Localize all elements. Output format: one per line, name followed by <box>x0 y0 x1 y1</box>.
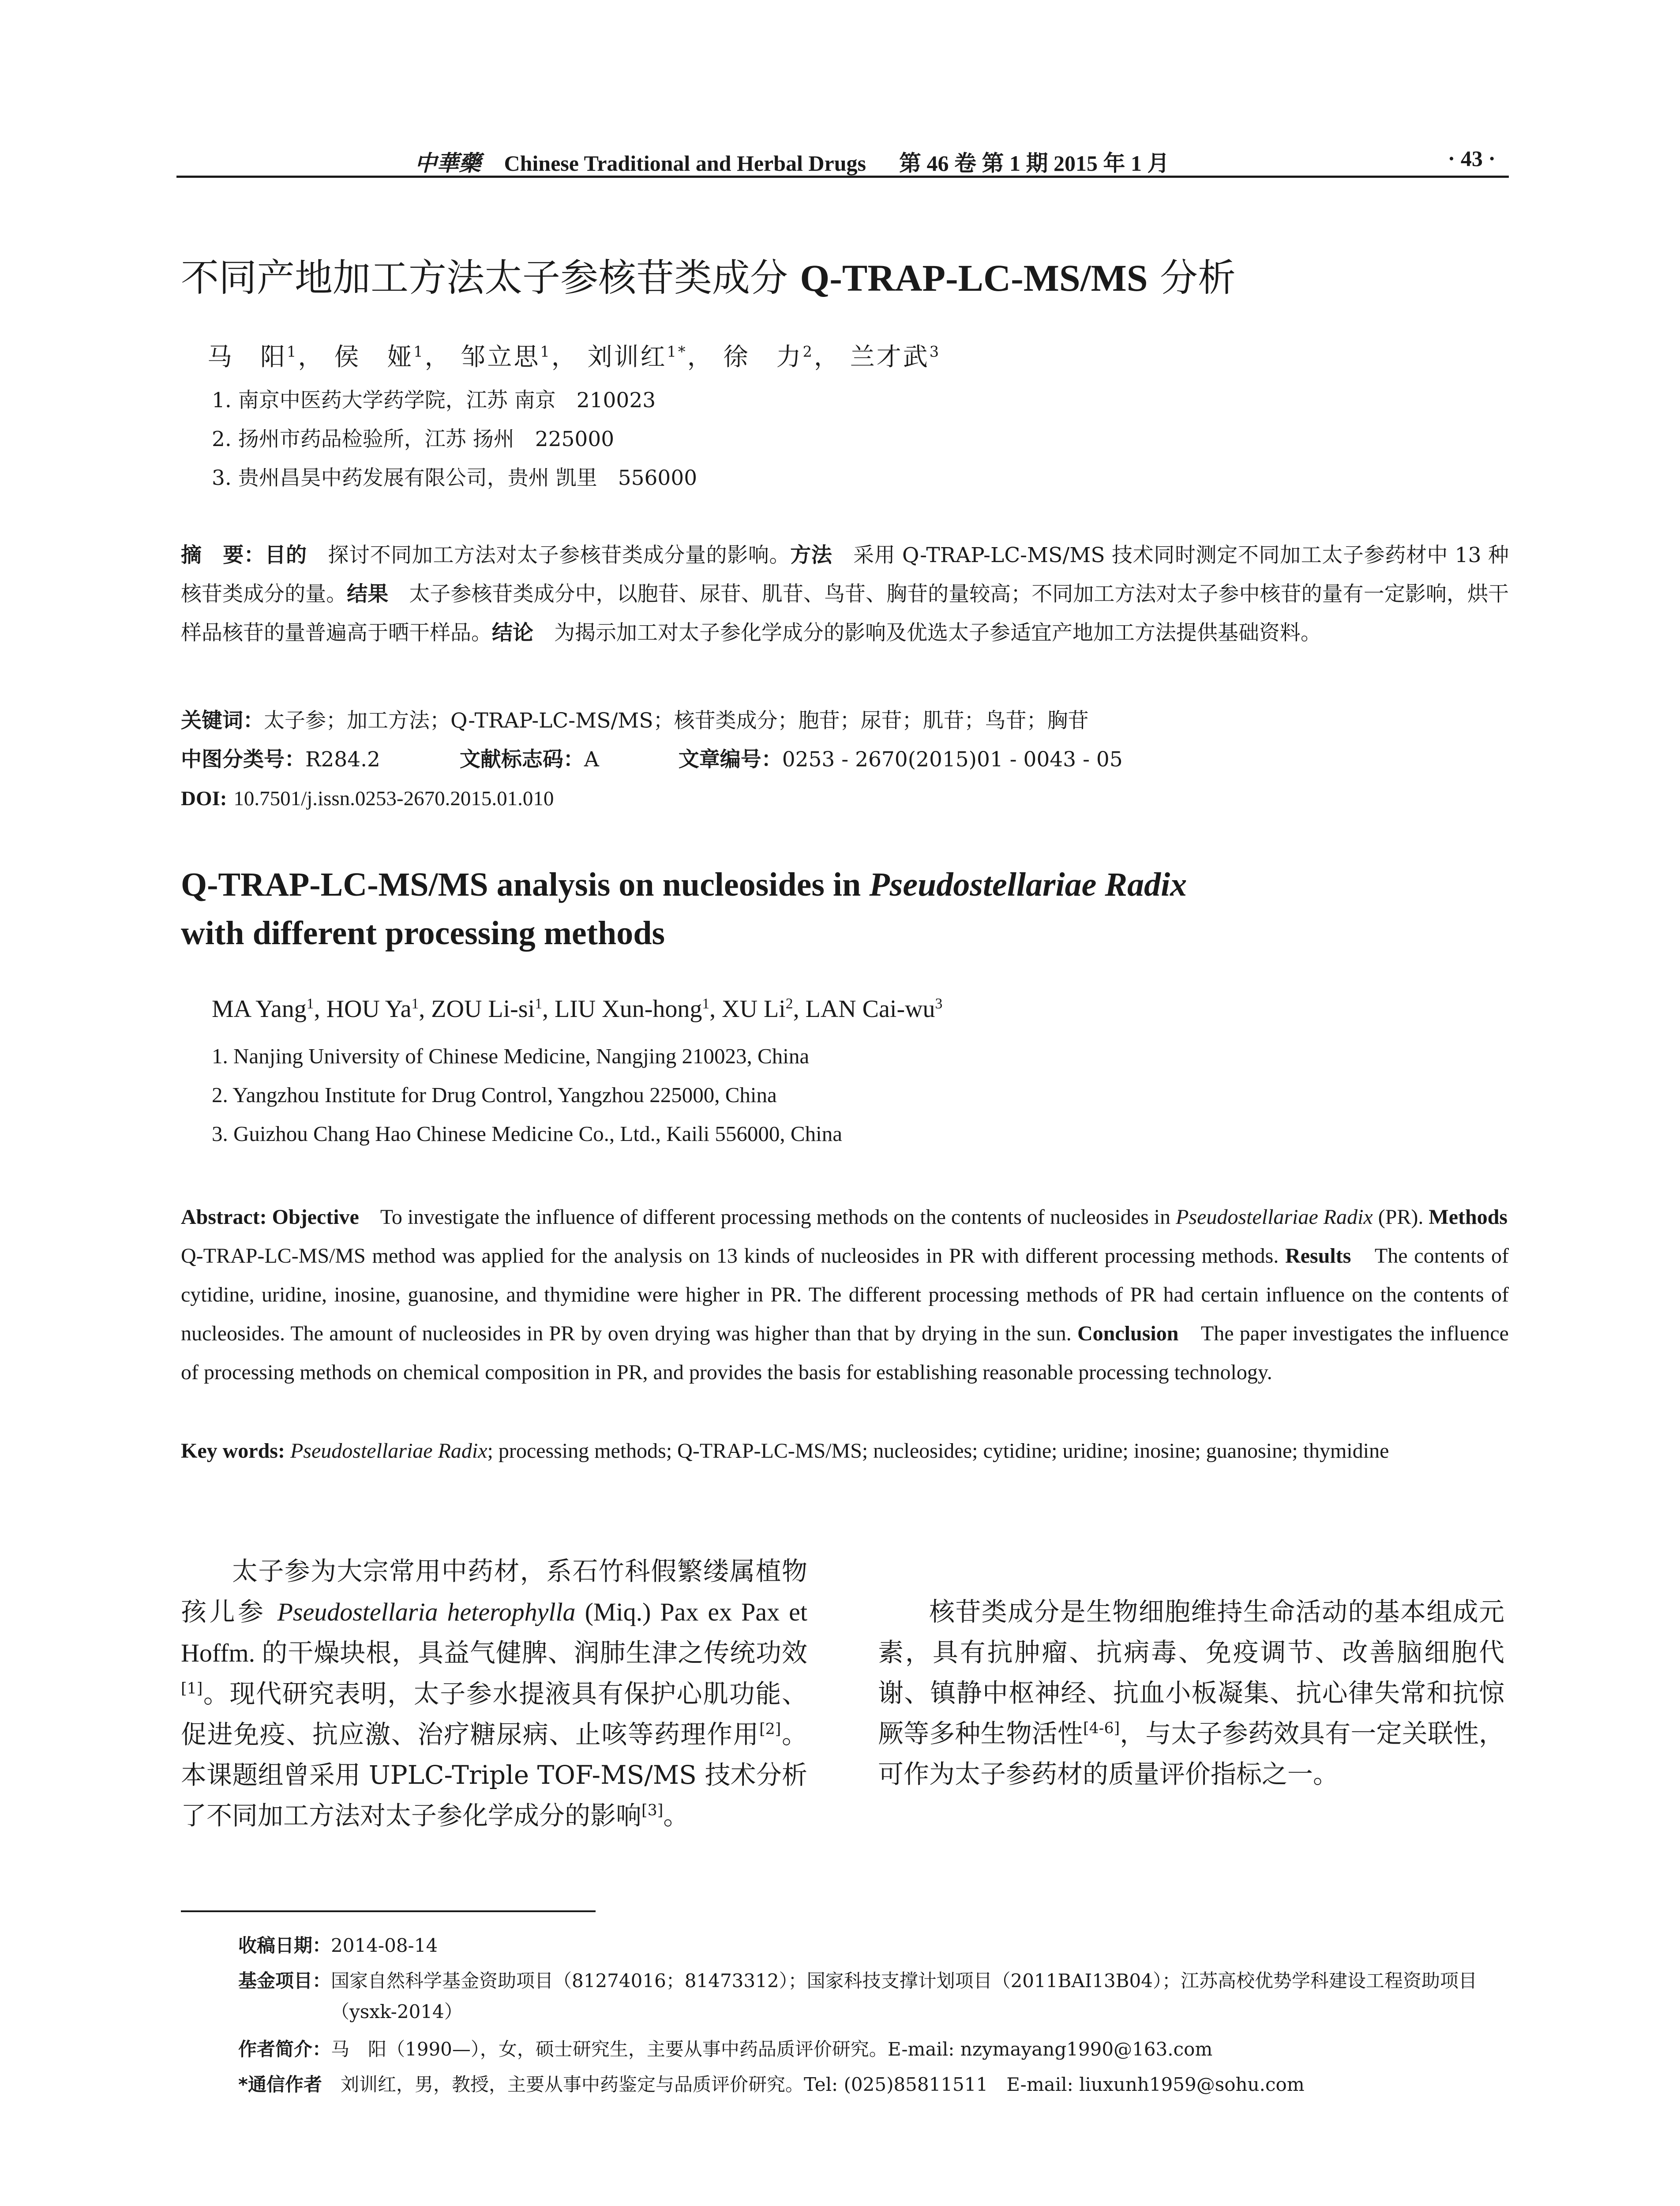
author-affiliation-mark: 1 <box>535 995 542 1012</box>
abstract-label: Abstract: <box>181 1205 272 1229</box>
journal-name: Chinese Traditional and Herbal Drugs <box>504 151 866 176</box>
english-affiliation-1: 1. Nanjing University of Chinese Medicine, Nangjing 210023, China <box>212 1044 810 1068</box>
citation: [3] <box>641 1801 664 1820</box>
footnote-received: 收稿日期：2014-08-14 <box>238 1935 438 1956</box>
objective-text-2: (PR). <box>1372 1205 1429 1229</box>
author: ZOU Li-si <box>431 995 535 1023</box>
keywords-label: Key words: <box>181 1439 290 1463</box>
keywords-species: Pseudostellariae Radix <box>290 1439 488 1463</box>
doc-label: 文献标志码： <box>459 747 584 772</box>
clc-value: R284.2 <box>305 747 380 772</box>
author: 刘训红 <box>587 343 667 371</box>
chinese-affiliation-2: 2. 扬州市药品检验所，江苏 扬州 225000 <box>212 427 615 451</box>
results-label: Results <box>1285 1244 1351 1268</box>
author: HOU Ya <box>326 995 412 1023</box>
objective-label: Objective <box>272 1205 359 1229</box>
journal-issue: 第 46 卷 第 1 期 2015 年 1 月 <box>899 151 1170 176</box>
chinese-title <box>181 247 1236 302</box>
doi-label: DOI: <box>181 787 227 810</box>
citation: [4-6] <box>1083 1719 1120 1737</box>
author-affiliation-mark: 1 <box>702 995 710 1012</box>
author-affiliation-mark: 3 <box>929 343 941 360</box>
conclusion-label: Conclusion <box>1077 1322 1179 1345</box>
english-abstract <box>181 1198 1529 1392</box>
author: MA Yang <box>212 995 307 1023</box>
clc-label: 中图分类号： <box>181 747 305 772</box>
author-affiliation-mark: 2 <box>785 995 793 1012</box>
english-title-species: Pseudostellariae Radix <box>869 866 1187 903</box>
english-affiliation-2: 2. Yangzhou Institute for Drug Control, Yangzhou 225000, China <box>212 1083 777 1107</box>
objective-text: To investigate the influence of different processing methods on the contents of nucleosides in <box>359 1205 1176 1229</box>
doc-value: A <box>584 747 599 772</box>
journal-brand: 中華藥 <box>415 151 481 176</box>
footnote-author: 作者简介：马 阳（1990—），女，硕士研究生，主要从事中药品质评价研究。E-mail: nzymayang1990@163.com <box>238 2038 1213 2060</box>
chinese-abstract <box>181 536 1509 653</box>
author-affiliation-mark: 1 <box>540 343 551 360</box>
citation: [2] <box>759 1720 781 1738</box>
author-affiliation-mark: 2 <box>802 343 814 360</box>
journal-header-text <box>415 146 1169 177</box>
author-affiliation-mark: 1 <box>411 995 419 1012</box>
author: 兰才武 <box>850 343 930 371</box>
author: 徐 力 <box>723 343 803 371</box>
author: 邹立思 <box>461 343 540 371</box>
article-label: 文章编号： <box>678 747 782 772</box>
methods-label: 方法 <box>790 543 832 567</box>
running-header <box>176 140 1509 176</box>
keywords-label: 关键词： <box>181 709 264 733</box>
chinese-title-method: Q-TRAP-LC-MS/MS <box>800 257 1148 299</box>
keywords-text: 太子参；加工方法；Q-TRAP-LC-MS/MS；核苷类成分；胞苷；尿苷；肌苷；鸟苷；胸苷 <box>264 709 1089 733</box>
author-affiliation-mark: 3 <box>935 995 943 1012</box>
chinese-keywords <box>181 702 1509 740</box>
page-number: · 43 · <box>1448 146 1496 171</box>
author-affiliation-mark: 1* <box>667 343 687 360</box>
chinese-title-end: 分析 <box>1159 256 1236 300</box>
footnote-rule <box>181 1910 596 1912</box>
english-title-text: Q-TRAP-LC-MS/MS analysis on nucleosides in <box>181 866 870 903</box>
methods-label: Methods <box>1429 1205 1508 1229</box>
author: LAN Cai-wu <box>805 995 935 1023</box>
doi-line <box>181 779 1509 818</box>
results-text: The contents of cytidine, uridine, inosine, guanosine, and thymidine were higher in PR. The different processing methods of PR had certain influence on the contents of nucleosides. The amount of nucleosides in PR by oven drying was higher than that by drying in the sun. <box>181 1244 1509 1345</box>
article-value: 0253 - 2670(2015)01 - 0043 - 05 <box>782 747 1123 772</box>
conclusion-text: 为揭示加工对太子参化学成分的影响及优选太子参适宜产地加工方法提供基础资料。 <box>533 621 1321 645</box>
doi-value: 10.7501/j.issn.0253-2670.2015.01.010 <box>233 787 554 810</box>
body-paragraph-1: 太子参为大宗常用中药材，系石竹科假繁缕属植物孩儿参 Pseudostellaria heterophylla (Miq.) Pax ex Pax et Hoffm. 的干燥块根，具益气健脾、润肺生津之传统功效[1]。现代研究表明，太子参水提液具有保护心肌功能、促进免疫、抗应激、治疗糖尿病、止咳等药理作用[2]。本课题组曾采用 UPLC-Triple TOF-MS/MS 技术分析了不同加工方法对太子参化学成分的影响[3]。 <box>181 1556 808 1831</box>
methods-text: 采用 Q-TRAP-LC-MS/MS 技术同时测定不同加工太子参药材中 13 种核苷类成分的量。 <box>181 543 1509 606</box>
english-title-text-2: with different processing methods <box>181 915 665 952</box>
english-title <box>181 860 1504 957</box>
body-paragraph-2: 核苷类成分是生物细胞维持生命活动的基本组成元素，具有抗肿瘤、抗病毒、免疫调节、改善脑细胞代谢、镇静中枢神经、抗血小板凝集、抗心律失常和抗惊厥等多种生物活性[4-6]，与太子参药效具有一定关联性，可作为太子参药材的质量评价指标之一。 <box>878 1597 1504 1789</box>
author-affiliation-mark: 1 <box>413 343 425 360</box>
body-column-left <box>181 1551 807 1836</box>
results-label: 结果 <box>347 582 389 606</box>
objective-text: 探讨不同加工方法对太子参核苷类成分量的影响。 <box>307 543 791 567</box>
english-authors: MA Yang$^1$, HOU Ya$^1$, ZOU $Li-si^1$, LIU Xun-hong$^1$, XU Li$^2$, LAN Cai-$wu^3$ <box>212 995 943 1023</box>
author: 马 阳 <box>207 343 287 371</box>
author-affiliation-mark: 1 <box>306 995 314 1012</box>
author: XU Li <box>722 995 786 1023</box>
abstract-label: 摘 要： <box>181 543 265 567</box>
chinese-affiliation-3: 3. 贵州昌昊中药发展有限公司，贵州 凯里 556000 <box>212 466 698 490</box>
methods-text: Q-TRAP-LC-MS/MS method was applied for the analysis on 13 kinds of nucleosides in PR with different processing methods. <box>181 1205 1529 1268</box>
conclusion-label: 结论 <box>492 621 533 645</box>
chinese-title-text: 不同产地加工方法太子参核苷类成分 <box>181 256 788 300</box>
author: 侯 娅 <box>334 343 414 371</box>
keywords-text: ; processing methods; Q-TRAP-LC-MS/MS; nucleosides; cytidine; uridine; inosine; guanosine; thymidine <box>487 1439 1389 1463</box>
classification-line <box>181 740 1509 779</box>
chinese-affiliation-1: 1. 南京中医药大学药学院，江苏 南京 210023 <box>212 388 656 413</box>
header-rule <box>176 176 1509 178</box>
author: LIU Xun-hong <box>554 995 702 1023</box>
english-keywords <box>181 1432 1509 1471</box>
species-name: Pseudostellaria heterophylla <box>277 1598 576 1626</box>
species-name: Pseudostellariae Radix <box>1176 1205 1373 1229</box>
chinese-authors: 马 阳$^1$， 侯 娅$^1$， 邹立思$^1$， 刘训红$^{1*}$， 徐 力$^2$， 兰才武$^3$ <box>207 343 941 371</box>
conclusion-text: The paper investigates the influence of processing methods on chemical composition in PR, and provides the basis for establishing reasonable processing technology. <box>181 1322 1509 1384</box>
author-affiliation-mark: 1 <box>287 343 298 360</box>
objective-label: 目的 <box>265 543 307 567</box>
footnote-fund: 基金项目：国家自然科学基金资助项目（81274016；81473312）；国家科技支撑计划项目（2011BAI13B04）；江苏高校优势学科建设工程资助项目（ysxk-2014） <box>238 1970 1477 2022</box>
citation: [1] <box>181 1680 203 1698</box>
english-affiliation-3: 3. Guizhou Chang Hao Chinese Medicine Co., Ltd., Kaili 556000, China <box>212 1122 842 1146</box>
footnote-corresponding: *通信作者 刘训红，男，教授，主要从事中药鉴定与品质评价研究。Tel: (025)85811511 E-mail: liuxunh1959@sohu.com <box>238 2074 1305 2095</box>
results-text: 太子参核苷类成分中，以胞苷、尿苷、肌苷、鸟苷、胸苷的量较高；不同加工方法对太子参中核苷的量有一定影响，烘干样品核苷的量普遍高于晒干样品。 <box>181 582 1509 645</box>
